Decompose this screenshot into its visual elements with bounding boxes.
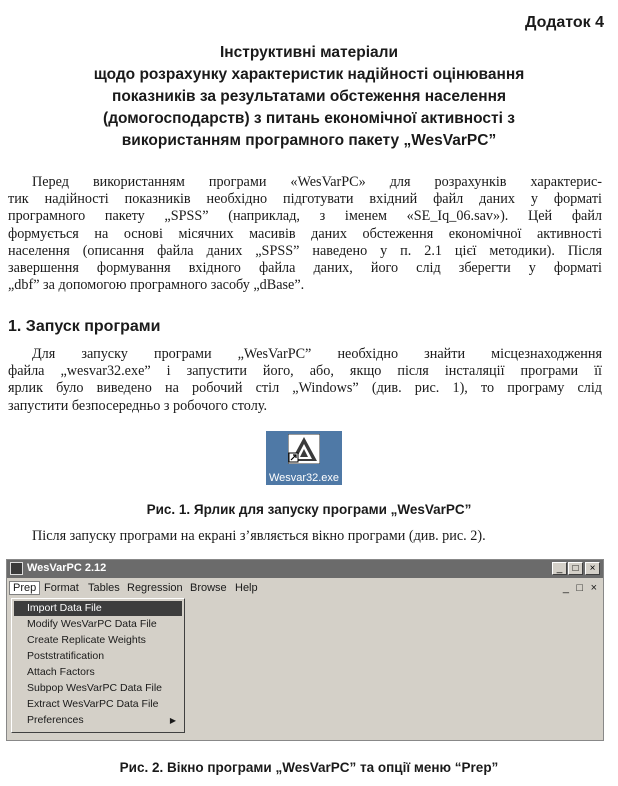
- window-titlebar: [7, 560, 603, 578]
- paragraph-line: програмного пакету „SPSS” (наприклад, з іменем «SE_Iq_06.sav»). Цей файл: [8, 208, 602, 225]
- minimize-button[interactable]: _: [552, 562, 567, 575]
- menu-help[interactable]: Help: [235, 582, 258, 594]
- menu-bar: [7, 580, 603, 598]
- figure-caption: Рис. 1. Ярлик для запуску програми „WesVarPC”: [146, 502, 472, 517]
- app-icon: [10, 562, 23, 575]
- paragraph-line: запустити безпосередньо з робочого столу.: [8, 397, 268, 414]
- title-line: Інструктивні матеріали: [219, 44, 398, 61]
- submenu-arrow-icon: ▶: [169, 716, 176, 725]
- paragraph-line: Після запуску програми на екрані з’являється вікно програми (див. рис. 2).: [32, 528, 486, 544]
- figure-caption: Рис. 2. Вікно програми „WesVarPC” та опції меню “Prep”: [119, 760, 499, 775]
- title-line: використанням програмного пакету „WesVarPC”: [121, 132, 497, 149]
- section1-paragraph: [8, 346, 602, 415]
- paragraph-line: файла „wesvar32.exe” і запустити його, або, якщо після інсталяції програми її: [8, 363, 602, 380]
- prep-dropdown-menu: [11, 598, 185, 733]
- child-restore-button[interactable]: □: [576, 582, 583, 594]
- maximize-button[interactable]: □: [568, 562, 583, 575]
- menu-item-subpop-data-file[interactable]: Subpop WesVarPC Data File: [27, 682, 163, 694]
- menu-item-label: Preferences: [27, 714, 84, 726]
- menu-item-create-replicate-weights[interactable]: Create Replicate Weights: [27, 634, 146, 646]
- paragraph-line: Перед використанням програми «WesVarPC» для розрахунків характерис-: [32, 174, 602, 190]
- menu-item-import-data-file[interactable]: Import Data File: [14, 601, 182, 616]
- child-close-button[interactable]: ×: [590, 582, 597, 594]
- menu-item-modify-data-file[interactable]: Modify WesVarPC Data File: [27, 618, 157, 630]
- paragraph-line: формується на основі місячних масивів даних обстеження економічної активності: [8, 225, 602, 242]
- paragraph-line: Для запуску програми „WesVarPC” необхідно знайти місцезнаходження: [32, 346, 602, 362]
- menu-item-attach-factors[interactable]: Attach Factors: [27, 666, 95, 678]
- menu-browse[interactable]: Browse: [190, 582, 227, 594]
- close-button[interactable]: ×: [585, 562, 600, 575]
- title-line: щодо розрахунку характеристик надійності оцінювання: [93, 66, 525, 83]
- appendix-label: Додаток 4: [525, 14, 604, 31]
- window-title: WesVarPC 2.12: [27, 562, 107, 574]
- shortcut-label: Wesvar32.exe: [268, 472, 340, 484]
- section-heading: 1. Запуск програми: [8, 318, 161, 335]
- app-window: [6, 559, 604, 741]
- intro-paragraph: [8, 174, 602, 294]
- menu-prep[interactable]: Prep: [9, 581, 40, 595]
- menu-item-poststratification[interactable]: Poststratification: [27, 650, 105, 662]
- paragraph-line: завершення формування вхідного файла даних, його слід зберегти у форматі: [8, 259, 602, 276]
- title-line: (домогосподарств) з питань економічної активності з: [103, 110, 515, 127]
- title-line: показників за результатами обстеження населення: [111, 88, 507, 105]
- menu-tables[interactable]: Tables: [88, 582, 120, 594]
- wesvar-app-icon: [288, 434, 320, 464]
- child-minimize-button[interactable]: _: [562, 582, 569, 594]
- menu-format[interactable]: Format: [44, 582, 79, 594]
- paragraph-line: населення (описання файла даних „SPSS” наведено у п. 2.1 цієї методики). Після: [8, 242, 602, 259]
- menu-item-extract-data-file[interactable]: Extract WesVarPC Data File: [27, 698, 159, 710]
- menu-item-preferences[interactable]: [14, 713, 182, 728]
- desktop-shortcut[interactable]: [266, 431, 342, 485]
- paragraph-line: „dbf” за допомогою програмного засобу „dBase”.: [8, 277, 305, 294]
- menu-regression[interactable]: Regression: [127, 582, 183, 594]
- after-figure-paragraph: [8, 528, 602, 545]
- document-title: [0, 42, 618, 152]
- paragraph-line: тик надійності показників необхідно підготувати вхідний файл даних у форматі: [8, 191, 602, 208]
- paragraph-line: ярлик було виведено на робочий стіл „Windows” (див. рис. 1), то програму слід: [8, 380, 602, 397]
